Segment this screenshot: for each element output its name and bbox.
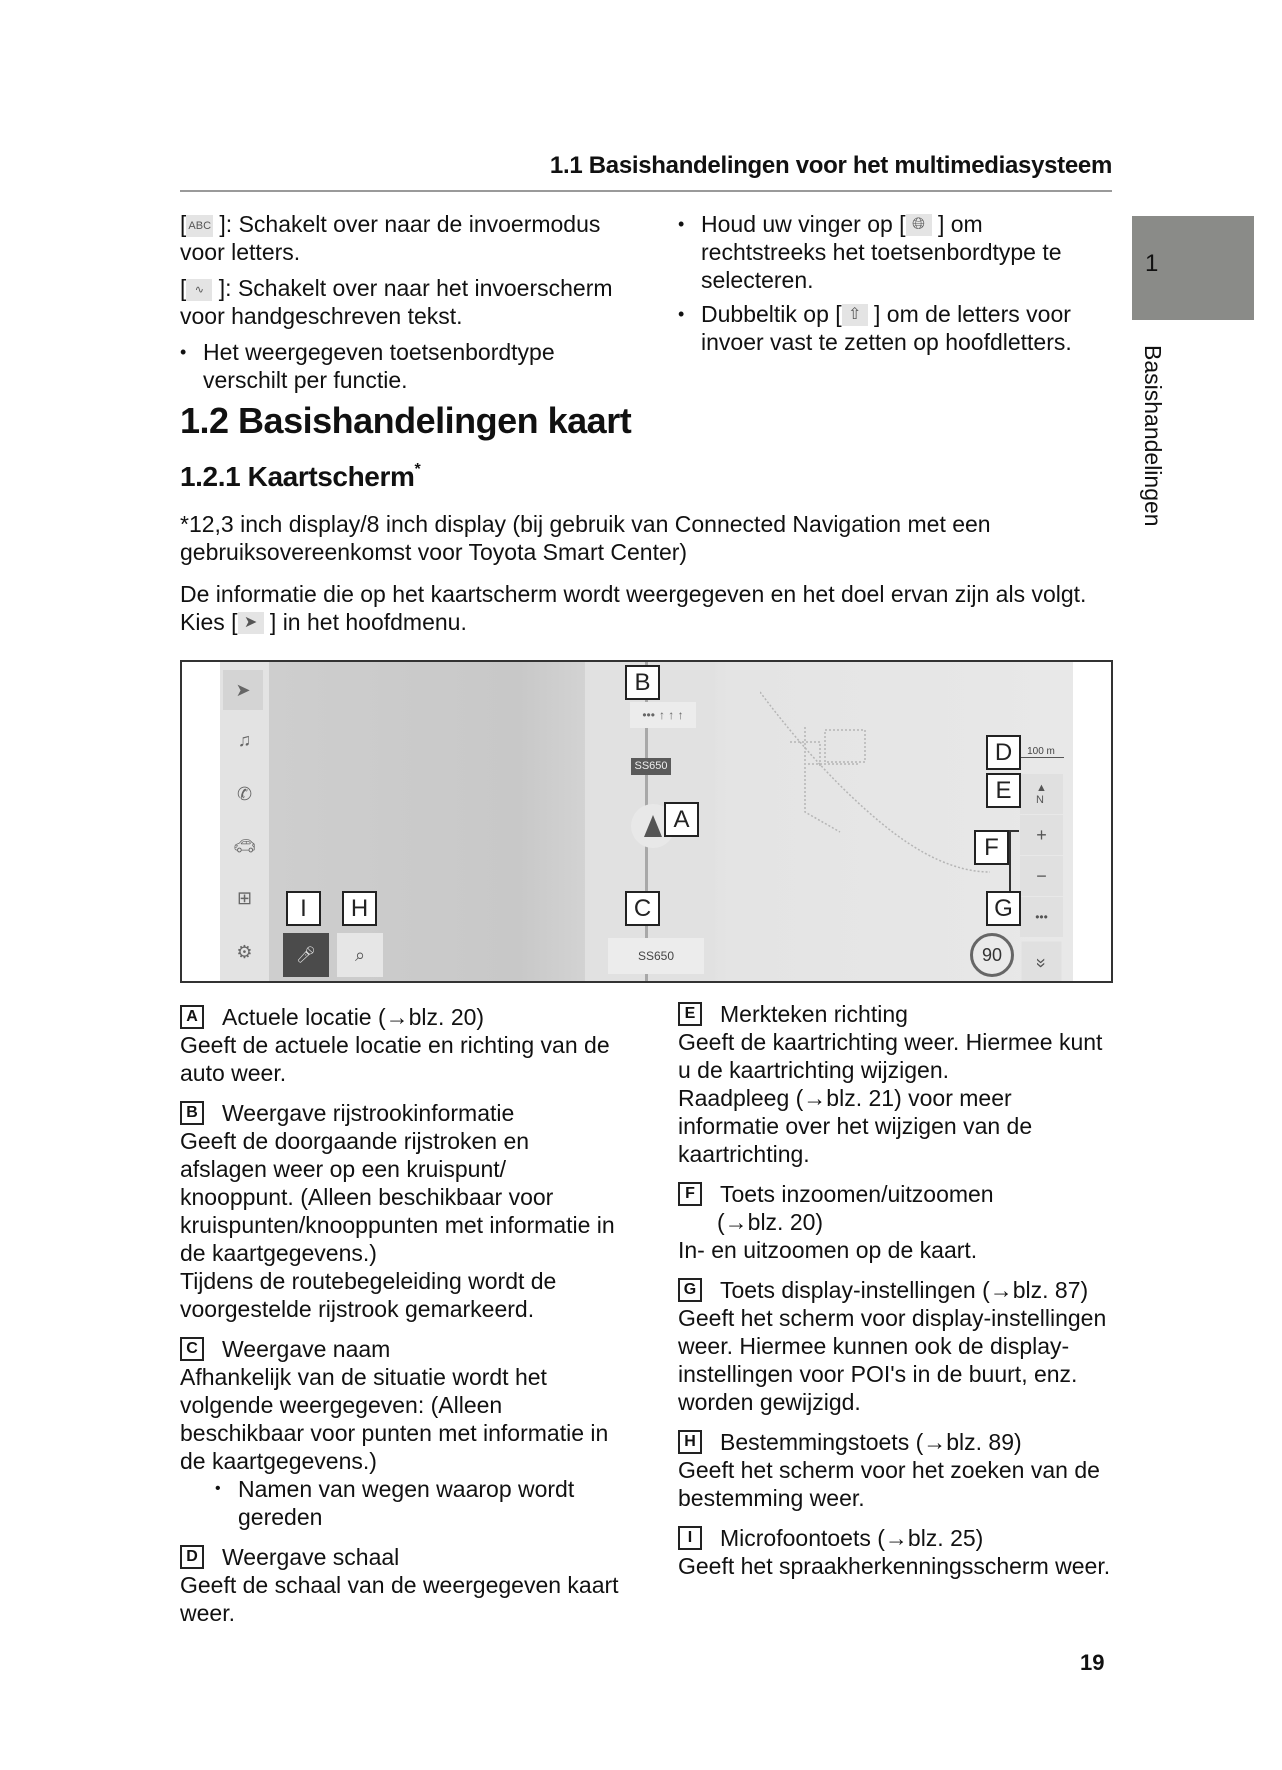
legend-left xyxy=(180,1003,620,1639)
chapter-label-text: Basishandelingen xyxy=(1140,345,1166,527)
legend-item-c: C Weergave naam Afhankelijk van de situatie wordt het volgende weergegeven: (Alleen beschikbaar voor punten met informatie in de kaartgegevens.) • Namen van wegen waarop wordt gereden xyxy=(180,1335,620,1531)
callout-f: F xyxy=(974,830,1009,865)
key-badge: A xyxy=(180,1005,204,1029)
music-icon[interactable]: ♫ xyxy=(237,729,252,750)
collapse-button[interactable]: » xyxy=(1022,942,1062,984)
lane-arrow-icon: ↑ ↑ ↑ xyxy=(658,708,684,722)
search-icon: ⌕ xyxy=(354,944,366,965)
zoom-in-button[interactable]: + xyxy=(1020,815,1063,855)
map-screenshot xyxy=(180,660,1113,983)
legend-item-d: D Weergave schaal Geeft de schaal van de weergegeven kaart weer. xyxy=(180,1544,619,1626)
globe-icon: 🌐︎ xyxy=(906,214,932,236)
legend-right xyxy=(678,1000,1118,1592)
car-icon[interactable]: 🚗︎ xyxy=(233,835,256,856)
speed-limit-sign: 90 xyxy=(970,933,1014,977)
key-badge: H xyxy=(678,1430,702,1454)
callout-h: H xyxy=(342,891,377,926)
shift-note: • Dubbeltik op [ ⇧ ] om de letters voor invoer vast te zetten op hoofdletters. xyxy=(678,300,1108,356)
map-streets xyxy=(760,672,990,892)
globe-note: • Houd uw vinger op [ 🌐︎ ] om rechtstreeks het toetsenbordtype te selecteren. xyxy=(678,210,1108,294)
navigation-icon[interactable]: ➤ xyxy=(223,670,263,710)
callout-e: E xyxy=(986,773,1021,808)
zoom-out-button[interactable]: − xyxy=(1020,856,1063,896)
keyboard-type-note: • Het weergegeven toetsenbordtype verschilt per functie. xyxy=(180,338,620,394)
road-name-display: SS650 xyxy=(608,938,704,974)
microphone-icon: 🎤︎ xyxy=(295,947,317,964)
legend-item-b: B Weergave rijstrookinformatie Geeft de doorgaande rijstroken en afslagen weer op een kruispunt/ knooppunt. (Alleen beschikbaar voor kruispunten/knooppunten met informatie in de kaartgegevens.) Tijdens de routebegeleiding wordt de voorgestelde rijstrook gemarkeerd. xyxy=(180,1100,615,1322)
legend-item-a: A Actuele locatie (→blz. 20) Geeft de actuele locatie en richting van de auto weer. xyxy=(180,1004,610,1086)
callout-a: A xyxy=(664,802,699,837)
road-tag: SS650 xyxy=(631,758,671,775)
microphone-button[interactable] xyxy=(283,933,329,977)
callout-b: B xyxy=(625,665,660,700)
intro-right xyxy=(678,210,1108,356)
key-badge: E xyxy=(678,1002,702,1026)
section-heading: 1.2 Basishandelingen kaart xyxy=(180,400,632,441)
legend-item-g: G Toets display-instellingen (→blz. 87) Geeft het scherm voor display-instellingen weer. Hiermee kunnen ook de display-instellingen voor POI's in de buurt, enz. worden gewijzigd. xyxy=(678,1277,1107,1415)
apps-icon[interactable]: ⊞ xyxy=(236,887,253,908)
running-head: 1.1 Basishandelingen voor het multimediasysteem xyxy=(549,152,1112,179)
key-badge: I xyxy=(678,1526,702,1550)
settings-icon[interactable]: ⚙ xyxy=(236,941,253,962)
header-rule xyxy=(180,190,1112,192)
legend-item-h: H Bestemmingstoets (→blz. 89) Geeft het scherm voor het zoeken van de bestemming weer. xyxy=(678,1429,1100,1511)
section-intro: De informatie die op het kaartscherm wordt weergegeven en het doel ervan zijn als volgt. Kies [ ➤ ] in het hoofdmenu. xyxy=(180,581,1087,635)
abc-description: [ ABC ]: Schakelt over naar de invoermodus voor letters. xyxy=(180,211,601,265)
callout-i: I xyxy=(286,891,321,926)
lane-dots-icon: ••• xyxy=(642,708,655,722)
abc-icon: ABC xyxy=(186,215,213,237)
display-settings-button[interactable]: ••• xyxy=(1020,897,1063,937)
key-badge: D xyxy=(180,1545,204,1569)
north-arrow-icon: ▲ N xyxy=(1036,782,1047,806)
chapter-label xyxy=(1136,345,1168,545)
callout-g: G xyxy=(986,891,1021,926)
key-badge: F xyxy=(678,1182,702,1206)
handwrite-description: [ ∿ ]: Schakelt over naar het invoerscherm voor handgeschreven tekst. xyxy=(180,275,613,329)
subsection-heading: 1.2.1 Kaartscherm* xyxy=(180,461,421,492)
footnote: *12,3 inch display/8 inch display (bij gebruik van Connected Navigation met een gebruiksovereenkomst voor Toyota Smart Center) xyxy=(180,511,991,565)
shift-icon: ⇧ xyxy=(842,304,868,326)
lane-info xyxy=(630,702,696,728)
key-badge: B xyxy=(180,1101,204,1125)
intro-left xyxy=(180,210,620,394)
search-button[interactable] xyxy=(337,933,383,977)
legend-item-f: F Toets inzoomen/uitzoomen (→blz. 20) In- en uitzoomen op de kaart. xyxy=(678,1181,994,1263)
phone-icon[interactable]: ✆ xyxy=(236,783,253,804)
legend-item-e: E Merkteken richting Geeft de kaartrichting weer. Hiermee kunt u de kaartrichting wijzigen. Raadpleeg (→blz. 21) voor meer informatie over het wijzigen van de kaartrichting. xyxy=(678,1001,1103,1167)
scale-display: 100 m xyxy=(1018,746,1064,758)
compass-button[interactable] xyxy=(1020,774,1063,814)
car-arrow-icon xyxy=(644,815,662,837)
legend-item-i: I Microfoontoets (→blz. 25) Geeft het spraakherkenningsscherm weer. xyxy=(678,1525,1111,1579)
key-badge: C xyxy=(180,1337,204,1361)
navigation-icon: ➤ xyxy=(238,612,264,634)
chapter-number: 1 xyxy=(1145,250,1159,277)
map-sidebar xyxy=(220,662,269,981)
key-badge: G xyxy=(678,1278,702,1302)
page-number: 19 xyxy=(1080,1650,1105,1675)
callout-c: C xyxy=(625,891,660,926)
handwriting-icon: ∿ xyxy=(186,279,212,301)
callout-d: D xyxy=(986,735,1021,770)
map-controls xyxy=(1020,774,1063,983)
map-screen xyxy=(220,662,1073,981)
